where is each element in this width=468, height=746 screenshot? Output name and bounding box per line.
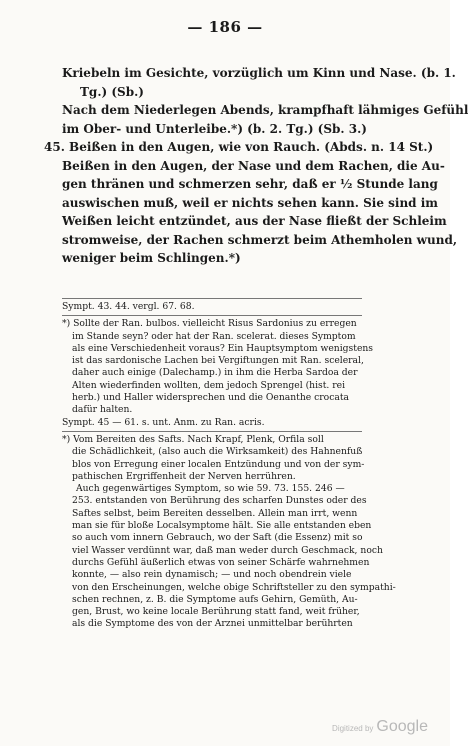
footnote-line: *) Sollte der Ran. bulbos. vielleicht Risus Sardonius zu erregen <box>62 318 357 330</box>
footnote-line: konnte, — also rein dynamisch; — und noch obendrein viele <box>72 569 352 581</box>
footnote-line: viel Wasser verdünnt war, daß man weder durch Geschmack, noch <box>72 544 383 556</box>
footnote-line: ist das sardonische Lachen bei Vergiftungen mit Ran. sceleral, <box>72 355 364 367</box>
google-logo-text: Google <box>376 718 428 735</box>
text-line: auswischen muß, weil er nichts sehen kann. Sie sind im <box>62 195 438 210</box>
footnotes-block <box>62 296 402 631</box>
footnote-line: durchs Gefühl äußerlich etwas von seiner Schärfe wahrnehmen <box>72 556 370 568</box>
footnote-line: so auch vom innern Gebrauch, wo der Saft (die Essenz) mit so <box>72 532 363 544</box>
footnote-line: herb.) und Haller widersprechen und die Oenanthe crocata <box>72 392 350 404</box>
footnote-line: *) Vom Bereiten des Safts. Nach Krapf, Plenk, Orfila soll <box>62 433 324 445</box>
footnote-line: als die Symptome des von der Arznei unmittelbar berührten <box>72 618 353 630</box>
divider-rule <box>62 298 362 299</box>
footnote-line: Auch gegenwärtiges Symptom, so wie 59. 73. 155. 246 — <box>76 483 345 495</box>
page-number-header: — 186 — <box>187 18 263 36</box>
digitized-by-google-watermark <box>332 718 428 736</box>
footnote-line: von den Erscheinungen, welche obige Schriftsteller zu den sympathi- <box>72 581 396 593</box>
text-line: gen thränen und schmerzen sehr, daß er ½ Stunde lang <box>62 177 438 191</box>
symptom-reference-line: Sympt. 43. 44. vergl. 67. 68. <box>62 301 195 312</box>
footnote-line: Alten wiederfinden wollten, dem jedoch Sprengel (hist. rei <box>72 379 346 391</box>
text-line: Tg.) (Sb.) <box>80 84 144 99</box>
footnote-line: daher auch einige (Dalechamp.) in ihm die Herba Sardoa der <box>72 367 358 379</box>
watermark-prefix: Digitized by <box>332 724 374 733</box>
footnote-line: blos von Erregung einer localen Entzündung und von der sym- <box>72 458 365 470</box>
divider-rule <box>62 431 362 432</box>
text-line: Weißen leicht entzündet, aus der Nase fließt der Schleim <box>62 214 447 228</box>
footnote-line: 253. entstanden von Berührung des scharfen Dunstes oder des <box>72 495 367 507</box>
main-text-block <box>44 64 468 268</box>
divider-rule <box>62 315 362 316</box>
text-line: im Ober- und Unterleibe.*) (b. 2. Tg.) (Sb. 3.) <box>62 121 367 136</box>
footnote-line: gen, Brust, wo keine locale Berührung statt fand, weit früher, <box>72 606 360 618</box>
footnote-line: schen rechnen, z. B. die Symptome aufs Gehirn, Gemüth, Au- <box>72 593 358 605</box>
symptom-reference-line: Sympt. 45 — 61. s. unt. Anm. zu Ran. acris. <box>62 416 265 428</box>
footnote-line: Saftes selbst, beim Bereiten desselben. Allein man irrt, wenn <box>72 507 358 519</box>
footnote-line: als eine Verschiedenheit voraus? Ein Hauptsymptom wenigstens <box>72 342 374 354</box>
footnote-line: dafür halten. <box>72 404 133 416</box>
text-line: Kriebeln im Gesichte, vorzüglich um Kinn und Nase. (b. 1. <box>62 66 456 80</box>
text-line: Nach dem Niederlegen Abends, krampfhaft lähmiges Gefühl <box>62 103 468 117</box>
footnote-line: die Schädlichkeit, (also auch die Wirksamkeit) des Hahnenfuß <box>72 446 363 458</box>
text-line: stromweise, der Rachen schmerzt beim Athemholen wund, <box>62 232 458 247</box>
text-line: Beißen in den Augen, der Nase und dem Rachen, die Au- <box>62 158 445 173</box>
footnote-line: man sie für bloße Localsymptome hält. Sie alle entstanden eben <box>72 520 372 532</box>
numbered-symptom-line: 45. Beißen in den Augen, wie von Rauch. (Abds. n. 14 St.) <box>44 140 434 154</box>
footnote-line: pathischen Ergriffenheit der Nerven herrühren. <box>72 470 296 482</box>
footnote-line: im Stande seyn? oder hat der Ran. scelerat. dieses Symptom <box>72 330 356 342</box>
text-line: weniger beim Schlingen.*) <box>62 251 241 265</box>
